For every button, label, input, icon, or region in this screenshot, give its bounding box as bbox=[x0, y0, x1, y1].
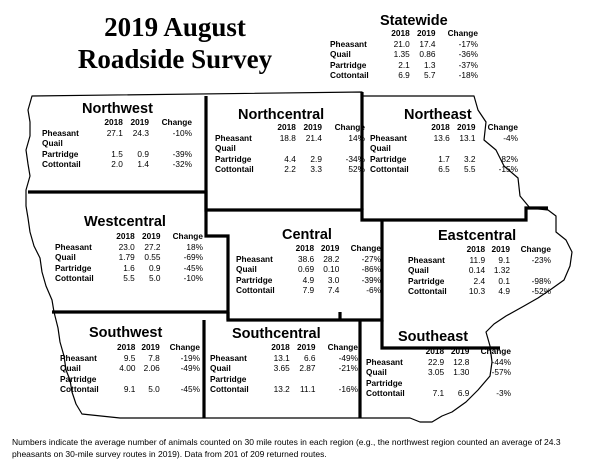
value-chg: -44% bbox=[491, 356, 511, 367]
value-y1: 5.5 bbox=[123, 273, 135, 284]
value-chg: -49% bbox=[338, 352, 358, 363]
region-name: Central bbox=[282, 227, 332, 243]
value-y1: 7.1 bbox=[432, 388, 445, 399]
value-y1: 2.1 bbox=[398, 59, 410, 70]
stats-row bbox=[236, 285, 381, 296]
value-y1: 13.2 bbox=[273, 384, 290, 395]
value-y1: 4.00 bbox=[119, 363, 136, 374]
value-chg: -27% bbox=[361, 253, 381, 264]
title-line-1: 2019 August bbox=[104, 12, 246, 42]
value-y1: 1.7 bbox=[438, 153, 450, 164]
value-y1: 3.65 bbox=[273, 363, 290, 374]
header-blank bbox=[55, 231, 109, 242]
value-y1 bbox=[424, 143, 450, 154]
stats-table bbox=[42, 117, 192, 170]
species-label: Cottontail bbox=[236, 285, 275, 296]
species-label: Quail bbox=[236, 264, 257, 275]
value-y2: 5.7 bbox=[423, 70, 436, 81]
stats-row bbox=[408, 276, 551, 287]
value-y1: 13.1 bbox=[273, 352, 290, 363]
column-header-chg: Change bbox=[172, 231, 203, 241]
region-name: Southwest bbox=[89, 325, 163, 341]
value-y1: 0.14 bbox=[468, 265, 486, 276]
value-chg: -36% bbox=[458, 49, 478, 60]
value-y2: 0.86 bbox=[419, 49, 436, 60]
column-header-chg: Change bbox=[350, 243, 381, 253]
stats-row bbox=[42, 159, 192, 170]
value-y2: 1.32 bbox=[493, 265, 510, 276]
column-header-chg: Change bbox=[327, 342, 358, 352]
region-name: Southeast bbox=[398, 329, 469, 345]
value-y1: 9.5 bbox=[123, 352, 136, 363]
column-header-y1: 2018 bbox=[271, 342, 290, 352]
value-y1: 0.69 bbox=[297, 264, 315, 275]
column-header-y1: 2018 bbox=[431, 122, 450, 132]
value-y2 bbox=[290, 374, 316, 385]
stats-row bbox=[60, 353, 200, 364]
stats-row bbox=[42, 138, 192, 149]
value-y1: 1.5 bbox=[111, 148, 123, 159]
value-y2: 17.4 bbox=[419, 38, 436, 49]
value-y1: 2.4 bbox=[473, 275, 486, 286]
value-chg: -4% bbox=[503, 132, 518, 143]
column-header-y2: 2019 bbox=[141, 342, 160, 352]
value-y1 bbox=[111, 374, 135, 385]
stats-row bbox=[60, 363, 200, 374]
value-y1: 1.6 bbox=[123, 262, 135, 273]
species-label: Partridge bbox=[236, 274, 273, 285]
value-y1: 4.4 bbox=[284, 153, 296, 164]
column-header-y1: 2018 bbox=[466, 244, 486, 254]
column-header-y2: 2019 bbox=[130, 117, 149, 127]
stats-row bbox=[55, 273, 203, 284]
species-label: Quail bbox=[42, 138, 63, 149]
value-y1: 1.79 bbox=[118, 252, 135, 263]
species-label: Partridge bbox=[55, 262, 92, 273]
value-chg: -39% bbox=[172, 148, 192, 159]
value-y1: 11.9 bbox=[469, 254, 486, 265]
species-label: Pheasant bbox=[215, 132, 252, 143]
species-label: Cottontail bbox=[42, 159, 81, 170]
species-label: Cottontail bbox=[366, 388, 405, 399]
species-label: Quail bbox=[330, 49, 351, 60]
stats-row bbox=[210, 374, 358, 385]
value-y1 bbox=[419, 378, 444, 389]
stats-row bbox=[330, 70, 478, 81]
value-y2: 1.3 bbox=[423, 59, 436, 70]
value-y1: 4.9 bbox=[302, 274, 315, 285]
value-y2: 2.87 bbox=[299, 363, 316, 374]
species-label: Pheasant bbox=[330, 38, 367, 49]
stats-row bbox=[42, 149, 192, 160]
stats-row bbox=[330, 39, 478, 50]
stats-table bbox=[330, 28, 478, 81]
column-header-y2: 2019 bbox=[297, 342, 316, 352]
species-label: Pheasant bbox=[408, 254, 445, 265]
value-chg: -45% bbox=[183, 262, 203, 273]
value-y2: 7.8 bbox=[148, 352, 160, 363]
value-y1 bbox=[264, 374, 290, 385]
stats-row bbox=[370, 133, 518, 144]
value-chg: -10% bbox=[183, 273, 203, 284]
value-y2: 1.30 bbox=[453, 367, 470, 378]
value-chg: -86% bbox=[361, 264, 381, 275]
value-y2 bbox=[135, 374, 159, 385]
species-label: Pheasant bbox=[366, 356, 403, 367]
species-label: Partridge bbox=[408, 275, 445, 286]
species-label: Pheasant bbox=[42, 127, 79, 138]
species-label: Partridge bbox=[60, 373, 97, 384]
stats-header-row bbox=[236, 243, 381, 254]
column-header-chg: Change bbox=[169, 342, 200, 352]
column-header-chg: Change bbox=[487, 122, 518, 132]
value-chg bbox=[469, 378, 511, 389]
value-chg: -23% bbox=[531, 254, 551, 265]
stats-header-row bbox=[210, 342, 358, 353]
header-blank bbox=[370, 122, 424, 133]
value-chg: -15% bbox=[498, 164, 518, 175]
column-header-y2: 2019 bbox=[417, 28, 436, 38]
species-label: Quail bbox=[210, 363, 231, 374]
value-y2: 0.9 bbox=[148, 262, 161, 273]
value-y1: 9.1 bbox=[123, 384, 136, 395]
species-label: Quail bbox=[60, 363, 81, 374]
value-y1 bbox=[97, 138, 123, 149]
species-label: Cottontail bbox=[215, 164, 254, 175]
value-y2: 0.1 bbox=[498, 275, 510, 286]
stats-row bbox=[408, 255, 551, 266]
value-y2: 5.0 bbox=[148, 273, 161, 284]
value-y1: 27.1 bbox=[106, 127, 123, 138]
stats-row bbox=[408, 265, 551, 276]
value-y1: 18.8 bbox=[279, 132, 296, 143]
value-chg bbox=[316, 374, 359, 385]
value-y2: 2.06 bbox=[143, 363, 160, 374]
stats-row bbox=[60, 384, 200, 395]
stats-table bbox=[215, 122, 365, 175]
header-blank bbox=[330, 28, 384, 39]
value-chg: -19% bbox=[180, 352, 200, 363]
stats-row bbox=[330, 49, 478, 60]
region-name: Northcentral bbox=[238, 107, 325, 123]
value-y2: 28.2 bbox=[323, 253, 340, 264]
value-y1: 3.05 bbox=[427, 367, 445, 378]
value-y2: 11.1 bbox=[299, 384, 316, 395]
column-header-y1: 2018 bbox=[104, 117, 123, 127]
value-y2: 3.0 bbox=[327, 274, 340, 285]
value-y2: 24.3 bbox=[132, 127, 149, 138]
value-chg: 18% bbox=[186, 241, 203, 252]
stats-row bbox=[366, 357, 511, 368]
region-name: Northwest bbox=[82, 101, 153, 117]
value-chg: -49% bbox=[180, 363, 200, 374]
value-y2: 6.9 bbox=[457, 388, 470, 399]
column-header-y1: 2018 bbox=[277, 122, 296, 132]
column-header-chg: Change bbox=[480, 346, 511, 356]
stats-row bbox=[55, 242, 203, 253]
value-chg: -45% bbox=[180, 384, 200, 395]
stats-row bbox=[42, 128, 192, 139]
stats-table bbox=[55, 231, 203, 284]
species-label: Pheasant bbox=[236, 253, 273, 264]
value-chg bbox=[322, 143, 365, 154]
value-chg: -21% bbox=[338, 363, 358, 374]
value-y1: 38.6 bbox=[297, 253, 315, 264]
stats-header-row bbox=[370, 122, 518, 133]
value-y1: 2.0 bbox=[111, 159, 123, 170]
species-label: Quail bbox=[408, 265, 429, 276]
species-label: Partridge bbox=[330, 59, 367, 70]
value-y2: 0.10 bbox=[323, 264, 340, 275]
column-header-y1: 2018 bbox=[391, 28, 410, 38]
region-name: Southcentral bbox=[232, 326, 321, 342]
value-y1: 10.3 bbox=[468, 286, 486, 297]
stats-header-row bbox=[408, 244, 551, 255]
value-chg: -57% bbox=[491, 367, 511, 378]
stats-row bbox=[55, 252, 203, 263]
value-y1: 13.6 bbox=[433, 132, 450, 143]
region-name: Northeast bbox=[404, 107, 472, 123]
value-y2: 21.4 bbox=[305, 132, 322, 143]
value-chg bbox=[476, 143, 519, 154]
stats-row bbox=[55, 263, 203, 274]
value-chg: -69% bbox=[183, 252, 203, 263]
stats-row bbox=[370, 154, 518, 165]
value-y1: 2.2 bbox=[284, 164, 296, 175]
value-chg: -32% bbox=[172, 159, 192, 170]
species-label: Quail bbox=[55, 252, 76, 263]
value-y2: 3.3 bbox=[310, 164, 322, 175]
header-blank bbox=[408, 244, 460, 255]
column-header-chg: Change bbox=[520, 244, 551, 254]
region-name: Westcentral bbox=[84, 214, 166, 230]
title-line-2: Roadside Survey bbox=[77, 44, 273, 74]
value-chg: 82% bbox=[501, 153, 518, 164]
stats-row bbox=[370, 143, 518, 154]
value-y1: 6.5 bbox=[438, 164, 450, 175]
stats-row bbox=[60, 374, 200, 385]
value-y1: 21.0 bbox=[393, 38, 410, 49]
header-blank bbox=[60, 342, 111, 353]
value-chg: -17% bbox=[458, 38, 478, 49]
value-y2: 1.4 bbox=[137, 159, 149, 170]
column-header-y2: 2019 bbox=[320, 243, 340, 253]
stats-row bbox=[210, 363, 358, 374]
species-label: Partridge bbox=[210, 373, 247, 384]
stats-row bbox=[215, 143, 365, 154]
value-chg: -39% bbox=[361, 274, 381, 285]
value-y2: 13.1 bbox=[459, 132, 476, 143]
value-chg: -18% bbox=[458, 70, 478, 81]
stats-header-row bbox=[55, 231, 203, 242]
stats-row bbox=[330, 60, 478, 71]
stats-row bbox=[370, 164, 518, 175]
stats-table bbox=[236, 243, 381, 296]
species-label: Cottontail bbox=[408, 286, 447, 297]
stats-header-row bbox=[215, 122, 365, 133]
value-chg: -34% bbox=[345, 153, 365, 164]
stats-row bbox=[408, 286, 551, 297]
stats-table bbox=[60, 342, 200, 395]
value-chg: -10% bbox=[172, 127, 192, 138]
column-header-y2: 2019 bbox=[450, 346, 470, 356]
stats-table bbox=[210, 342, 358, 395]
species-label: Pheasant bbox=[55, 241, 92, 252]
species-label: Pheasant bbox=[210, 352, 247, 363]
species-label: Quail bbox=[370, 143, 391, 154]
value-y2: 0.9 bbox=[137, 148, 149, 159]
stats-table bbox=[366, 346, 511, 399]
value-chg: -3% bbox=[496, 388, 511, 399]
column-header-y2: 2019 bbox=[491, 244, 510, 254]
value-y1: 1.35 bbox=[393, 49, 410, 60]
column-header-y2: 2019 bbox=[142, 231, 161, 241]
header-blank bbox=[42, 117, 97, 128]
stats-row bbox=[210, 384, 358, 395]
column-header-y1: 2018 bbox=[295, 243, 315, 253]
column-header-chg: Change bbox=[334, 122, 365, 132]
value-y2: 5.5 bbox=[463, 164, 476, 175]
stats-row bbox=[215, 164, 365, 175]
value-chg bbox=[510, 265, 551, 276]
value-y2: 3.2 bbox=[463, 153, 476, 164]
species-label: Cottontail bbox=[210, 384, 249, 395]
value-y2: 0.55 bbox=[144, 252, 161, 263]
species-label: Partridge bbox=[370, 153, 407, 164]
stats-row bbox=[366, 388, 511, 399]
stats-table bbox=[370, 122, 518, 175]
value-chg: -16% bbox=[338, 384, 358, 395]
value-chg bbox=[160, 374, 200, 385]
value-y2: 27.2 bbox=[144, 241, 161, 252]
species-label: Partridge bbox=[366, 377, 403, 388]
stats-header-row bbox=[60, 342, 200, 353]
species-label: Cottontail bbox=[55, 273, 94, 284]
column-header-y2: 2019 bbox=[457, 122, 476, 132]
stats-row bbox=[236, 254, 381, 265]
stats-row bbox=[215, 133, 365, 144]
column-header-y1: 2018 bbox=[116, 342, 136, 352]
stats-header-row bbox=[366, 346, 511, 357]
value-chg: 52% bbox=[348, 164, 365, 175]
value-chg: -6% bbox=[366, 285, 381, 296]
stats-row bbox=[210, 353, 358, 364]
stats-row bbox=[215, 154, 365, 165]
stats-row bbox=[366, 378, 511, 389]
value-y2 bbox=[296, 143, 322, 154]
stats-header-row bbox=[330, 28, 478, 39]
value-y1: 23.0 bbox=[118, 241, 135, 252]
value-chg: 14% bbox=[348, 132, 365, 143]
species-label: Pheasant bbox=[370, 132, 407, 143]
header-blank bbox=[210, 342, 264, 353]
species-label: Partridge bbox=[215, 153, 252, 164]
stats-row bbox=[236, 264, 381, 275]
value-y2 bbox=[450, 143, 476, 154]
value-y2 bbox=[123, 138, 149, 149]
header-blank bbox=[236, 243, 289, 254]
column-header-y1: 2018 bbox=[116, 231, 135, 241]
species-label: Pheasant bbox=[60, 352, 97, 363]
stats-row bbox=[236, 275, 381, 286]
value-y2: 5.0 bbox=[148, 384, 160, 395]
value-y2: 4.9 bbox=[498, 286, 510, 297]
region-name: Statewide bbox=[380, 13, 448, 29]
stats-row bbox=[366, 367, 511, 378]
value-y2: 9.1 bbox=[498, 254, 510, 265]
value-chg: -37% bbox=[458, 59, 478, 70]
value-y1: 22.9 bbox=[427, 356, 445, 367]
species-label: Quail bbox=[215, 143, 236, 154]
value-y2: 12.8 bbox=[453, 356, 470, 367]
value-y2 bbox=[444, 378, 469, 389]
value-y1 bbox=[270, 143, 296, 154]
species-label: Partridge bbox=[42, 148, 79, 159]
stats-header-row bbox=[42, 117, 192, 128]
header-blank bbox=[366, 346, 419, 357]
species-label: Cottontail bbox=[370, 164, 409, 175]
header-blank bbox=[215, 122, 270, 133]
value-y2: 6.6 bbox=[303, 352, 316, 363]
value-chg: -98% bbox=[531, 275, 551, 286]
species-label: Cottontail bbox=[60, 384, 99, 395]
value-chg: -52% bbox=[531, 286, 551, 297]
column-header-y2: 2019 bbox=[303, 122, 322, 132]
column-header-chg: Change bbox=[447, 28, 478, 38]
column-header-chg: Change bbox=[161, 117, 192, 127]
species-label: Quail bbox=[366, 367, 387, 378]
value-y2: 2.9 bbox=[310, 153, 322, 164]
region-name: Eastcentral bbox=[438, 228, 517, 244]
value-y2: 7.4 bbox=[327, 285, 340, 296]
stats-table bbox=[408, 244, 551, 297]
column-header-y1: 2018 bbox=[425, 346, 445, 356]
value-y1: 7.9 bbox=[302, 285, 315, 296]
footnote: Numbers indicate the average number of animals counted on 30 mile routes in each region (e.g., the northwest region counted an average of 24.3 pheasants on 30-mile survey routes in 2019). Data from 201 of 209 returned routes. bbox=[12, 437, 561, 459]
value-y1: 6.9 bbox=[398, 70, 410, 81]
species-label: Cottontail bbox=[330, 70, 369, 81]
value-chg bbox=[149, 138, 192, 149]
